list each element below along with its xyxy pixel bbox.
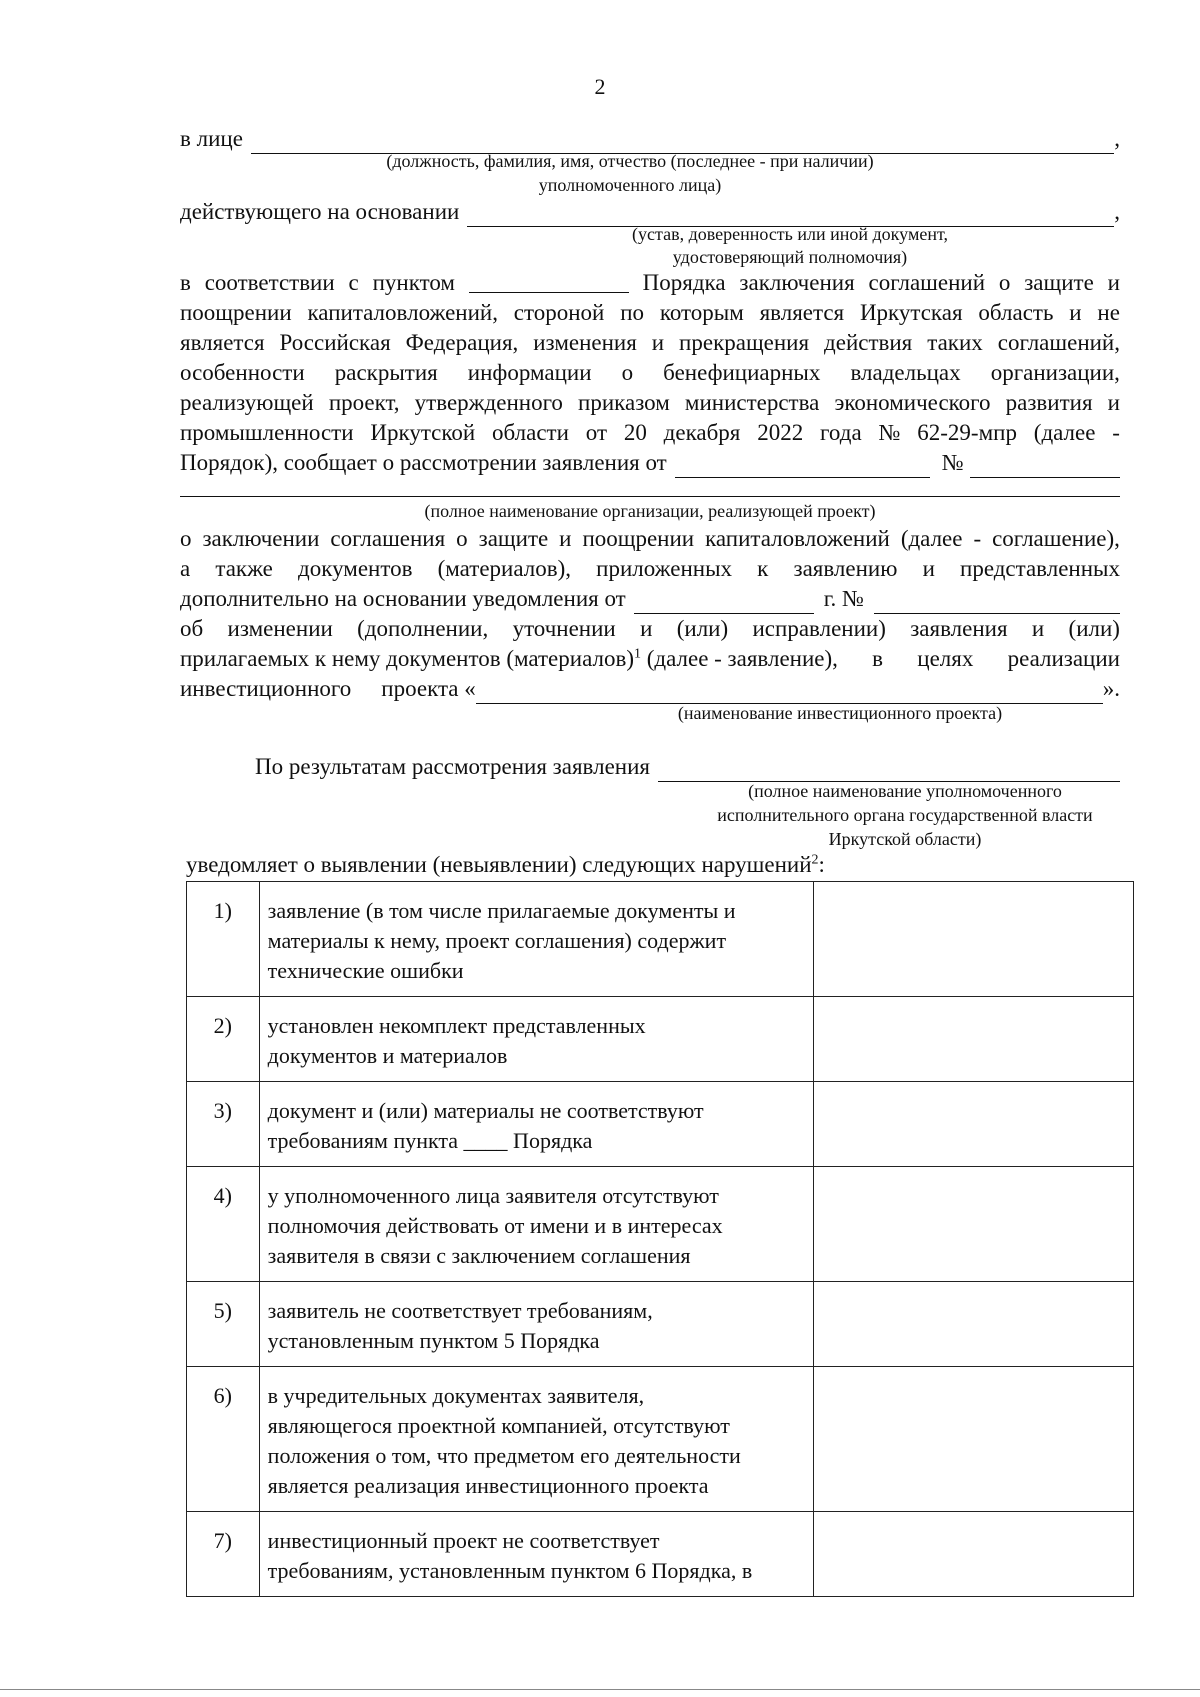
word: особенности bbox=[180, 360, 305, 385]
word: реализации bbox=[1007, 646, 1120, 671]
word: министерства bbox=[684, 390, 820, 415]
paragraph1-line-4 bbox=[180, 358, 1120, 388]
answer-cell[interactable] bbox=[813, 882, 1133, 997]
paragraph2-line-1 bbox=[180, 524, 1120, 554]
organization-name-blank bbox=[180, 496, 1120, 497]
project-name-blank bbox=[476, 679, 1103, 704]
point-number-blank bbox=[469, 268, 629, 293]
row-text-line: документов и материалов bbox=[267, 1043, 508, 1068]
word: в bbox=[180, 270, 191, 295]
answer-cell[interactable] bbox=[813, 1512, 1133, 1597]
word: утвержденного bbox=[414, 390, 563, 415]
page-edge-line bbox=[0, 1689, 1200, 1690]
word: (или) bbox=[676, 616, 729, 641]
word: заключения bbox=[739, 270, 855, 295]
word: приложенных bbox=[596, 556, 733, 581]
table-row bbox=[187, 882, 1134, 997]
authority-note-line-3: Иркутской области) bbox=[828, 829, 982, 849]
number-sign: № bbox=[941, 450, 964, 475]
word: уточнении bbox=[512, 616, 616, 641]
row-text-line: являющегося проектной компанией, отсутствуют bbox=[267, 1413, 730, 1438]
word: в bbox=[872, 646, 884, 671]
authority-note-line-2: исполнительного органа государственной власти bbox=[717, 805, 1093, 825]
word: заключении bbox=[202, 526, 320, 551]
word: развития bbox=[1005, 390, 1093, 415]
application-date-blank bbox=[675, 453, 930, 478]
word: и bbox=[1031, 616, 1045, 641]
word: и bbox=[1107, 270, 1120, 295]
word: представленных bbox=[960, 556, 1120, 581]
row-number: 6) bbox=[187, 1367, 260, 1512]
violations-table bbox=[186, 881, 1134, 1597]
authority-note-line-1: (полное наименование уполномоченного bbox=[748, 781, 1062, 801]
word: (далее bbox=[1033, 420, 1096, 445]
word: и bbox=[651, 330, 665, 355]
word: а bbox=[180, 556, 191, 581]
word: проект, bbox=[328, 390, 400, 415]
word: по bbox=[620, 300, 644, 325]
row-text bbox=[259, 1082, 813, 1167]
documents-phrase bbox=[180, 644, 838, 674]
word: (далее bbox=[900, 526, 963, 551]
v-litse-label: в лице bbox=[180, 126, 243, 151]
word: о bbox=[456, 526, 468, 551]
paragraph2-line-3 bbox=[180, 584, 1120, 614]
row-text-line: материалы к нему, проект соглашения) содержит bbox=[267, 928, 727, 953]
row-number: 7) bbox=[187, 1512, 260, 1597]
hereinafter-text: (далее - заявление), bbox=[646, 646, 838, 671]
word: Иркутская bbox=[859, 300, 963, 325]
year-number-label: г. № bbox=[823, 586, 865, 611]
row-text-line: требованиям пункта ____ Порядка bbox=[267, 1128, 593, 1153]
notify-line bbox=[186, 850, 1126, 880]
project-note: (наименование инвестиционного проекта) bbox=[677, 703, 1003, 723]
word: не bbox=[1097, 300, 1120, 325]
row-text-line: технические ошибки bbox=[267, 958, 464, 983]
table-row bbox=[187, 997, 1134, 1082]
word: соответствии bbox=[204, 270, 335, 295]
word: таких bbox=[927, 330, 983, 355]
row-text-line: заявление (в том числе прилагаемые документы и bbox=[267, 898, 736, 923]
footnote-ref-1: 1 bbox=[633, 646, 641, 662]
row-text bbox=[259, 1167, 813, 1282]
paragraph2-line-6 bbox=[180, 674, 1120, 704]
table-row bbox=[187, 1167, 1134, 1282]
word: инвестиционного bbox=[180, 676, 352, 701]
row-text-line: требованиям, установленным пунктом 6 Порядка, в bbox=[267, 1558, 753, 1583]
basis-note-line-2: удостоверяющий полномочия) bbox=[672, 247, 908, 267]
word: (материалов), bbox=[437, 556, 571, 581]
application-number-blank bbox=[970, 453, 1120, 478]
word: заявления bbox=[910, 616, 1008, 641]
word: стороной bbox=[513, 300, 605, 325]
notify-text: уведомляет о выявлении (невыявлении) следующих нарушений bbox=[186, 852, 812, 877]
paragraph2-line-2 bbox=[180, 554, 1120, 584]
word: является bbox=[759, 300, 845, 325]
word: о bbox=[180, 526, 192, 551]
word: прекращения bbox=[679, 330, 810, 355]
word: 62-29-мпр bbox=[917, 420, 1017, 445]
person-note-line-1: (должность, фамилия, имя, отчество (последнее - при наличии) bbox=[386, 151, 874, 171]
notice-date-blank bbox=[634, 589, 814, 614]
word: (или) bbox=[1068, 616, 1120, 641]
word: области bbox=[492, 420, 569, 445]
word: Федерация, bbox=[405, 330, 519, 355]
row-text bbox=[259, 997, 813, 1082]
word: заявлению bbox=[793, 556, 898, 581]
row-text-line: положения о том, что предметом его деятельности bbox=[267, 1443, 741, 1468]
word: экономического bbox=[834, 390, 991, 415]
word: также bbox=[215, 556, 273, 581]
word: и bbox=[1107, 390, 1120, 415]
word: которым bbox=[659, 300, 744, 325]
word: защите bbox=[478, 526, 549, 551]
word: года bbox=[820, 420, 862, 445]
paragraph2-line-4 bbox=[180, 614, 1120, 644]
paragraph1-line-5 bbox=[180, 388, 1120, 418]
row-number: 2) bbox=[187, 997, 260, 1082]
word: соглашений bbox=[868, 270, 986, 295]
row-number: 3) bbox=[187, 1082, 260, 1167]
word: и bbox=[922, 556, 935, 581]
page-number: 2 bbox=[594, 74, 606, 99]
notice-date-label: дополнительно на основании уведомления от bbox=[180, 586, 626, 611]
project-label: проекта « bbox=[381, 676, 476, 701]
word: к bbox=[757, 556, 769, 581]
word: организации, bbox=[990, 360, 1120, 385]
word: реализующей bbox=[180, 390, 314, 415]
application-date-label: Порядок), сообщает о рассмотрении заявления от bbox=[180, 450, 667, 475]
basis-note-line-1: (устав, доверенность или иной документ, bbox=[632, 224, 948, 244]
word: документов bbox=[298, 556, 413, 581]
row-text-line: установлен некомплект представленных bbox=[267, 1013, 646, 1038]
answer-cell[interactable] bbox=[813, 1282, 1133, 1367]
word: декабря bbox=[663, 420, 741, 445]
colon: : bbox=[818, 852, 825, 877]
row-text-line: установленным пунктом 5 Порядка bbox=[267, 1328, 600, 1353]
word: информации bbox=[467, 360, 592, 385]
closing-quote: ». bbox=[1102, 676, 1120, 701]
word: от bbox=[585, 420, 607, 445]
word: действия bbox=[824, 330, 913, 355]
row-text bbox=[259, 882, 813, 997]
row-text bbox=[259, 1367, 813, 1512]
table-row bbox=[187, 1082, 1134, 1167]
word: соглашения bbox=[330, 526, 446, 551]
word: изменении bbox=[227, 616, 333, 641]
word: о bbox=[621, 360, 634, 385]
word: изменения bbox=[533, 330, 637, 355]
paragraph2-line-5 bbox=[180, 644, 1120, 674]
paragraph1-line-7 bbox=[180, 448, 1120, 478]
authority-name-blank bbox=[658, 757, 1120, 782]
row-number: 1) bbox=[187, 882, 260, 997]
comma: , bbox=[1114, 126, 1120, 151]
word: бенефициарных bbox=[663, 360, 821, 385]
word: раскрытия bbox=[334, 360, 438, 385]
paragraph1-line-1 bbox=[180, 268, 1120, 298]
person-note-line-2: уполномоченного лица) bbox=[538, 175, 722, 195]
word: и bbox=[640, 616, 653, 641]
results-line bbox=[255, 752, 1120, 782]
paragraph1-line-6 bbox=[180, 418, 1120, 448]
row-number: 4) bbox=[187, 1167, 260, 1282]
word: является bbox=[180, 330, 265, 355]
word: № bbox=[878, 420, 901, 445]
answer-cell[interactable] bbox=[813, 1167, 1133, 1282]
row-text-line: заявителя в связи с заключением соглашения bbox=[267, 1243, 691, 1268]
word: поощрении bbox=[582, 526, 695, 551]
answer-cell[interactable] bbox=[813, 1082, 1133, 1167]
word: исправлении) bbox=[752, 616, 886, 641]
organization-note: (полное наименование организации, реализующей проект) bbox=[424, 501, 876, 521]
word: (дополнении, bbox=[357, 616, 489, 641]
row-text-line: инвестиционный проект не соответствует bbox=[267, 1528, 660, 1553]
word: Порядка bbox=[642, 270, 726, 295]
word: промышленности bbox=[180, 420, 354, 445]
table-row bbox=[187, 1367, 1134, 1512]
results-label: По результатам рассмотрения заявления bbox=[255, 754, 650, 779]
word: и bbox=[1069, 300, 1082, 325]
table-row bbox=[187, 1282, 1134, 1367]
word: капиталовложений bbox=[705, 526, 890, 551]
row-text bbox=[259, 1512, 813, 1597]
word: поощрении bbox=[180, 300, 292, 325]
word: и bbox=[559, 526, 572, 551]
paragraph1-line-3 bbox=[180, 328, 1120, 358]
table-row bbox=[187, 1512, 1134, 1597]
word: 20 bbox=[623, 420, 647, 445]
answer-cell[interactable] bbox=[813, 997, 1133, 1082]
answer-cell[interactable] bbox=[813, 1367, 1133, 1512]
row-text-line: полномочия действовать от имени и в интересах bbox=[267, 1213, 723, 1238]
paragraph1-line-2 bbox=[180, 298, 1120, 328]
row-text-line: документ и (или) материалы не соответствуют bbox=[267, 1098, 704, 1123]
row-number: 5) bbox=[187, 1282, 260, 1367]
word: область bbox=[978, 300, 1054, 325]
word: пунктом bbox=[372, 270, 455, 295]
word: - bbox=[973, 526, 982, 551]
word: соглашение), bbox=[992, 526, 1120, 551]
word: об bbox=[180, 616, 204, 641]
word: - bbox=[1112, 420, 1120, 445]
row-text-line: является реализация инвестиционного проекта bbox=[267, 1473, 709, 1498]
word: приказом bbox=[578, 390, 670, 415]
word: с bbox=[348, 270, 359, 295]
word: соглашений, bbox=[997, 330, 1120, 355]
row-text-line: в учредительных документах заявителя, bbox=[267, 1383, 645, 1408]
row-text-line: у уполномоченного лица заявителя отсутствуют bbox=[267, 1183, 719, 1208]
word: о bbox=[998, 270, 1011, 295]
row-text bbox=[259, 1282, 813, 1367]
documents-text: прилагаемых к нему документов (материалов) bbox=[180, 646, 634, 671]
footnote-ref-2: 2 bbox=[811, 852, 819, 868]
notice-number-blank bbox=[874, 589, 1120, 614]
word: владельцах bbox=[850, 360, 961, 385]
row-text-line: заявитель не соответствует требованиям, bbox=[267, 1298, 653, 1323]
acting-label: действующего на основании bbox=[180, 199, 460, 224]
comma: , bbox=[1114, 199, 1120, 224]
word: капиталовложений, bbox=[307, 300, 498, 325]
word: 2022 bbox=[757, 420, 804, 445]
word: Российская bbox=[279, 330, 391, 355]
word: защите bbox=[1024, 270, 1094, 295]
word: целях bbox=[917, 646, 974, 671]
word: Иркутской bbox=[370, 420, 476, 445]
